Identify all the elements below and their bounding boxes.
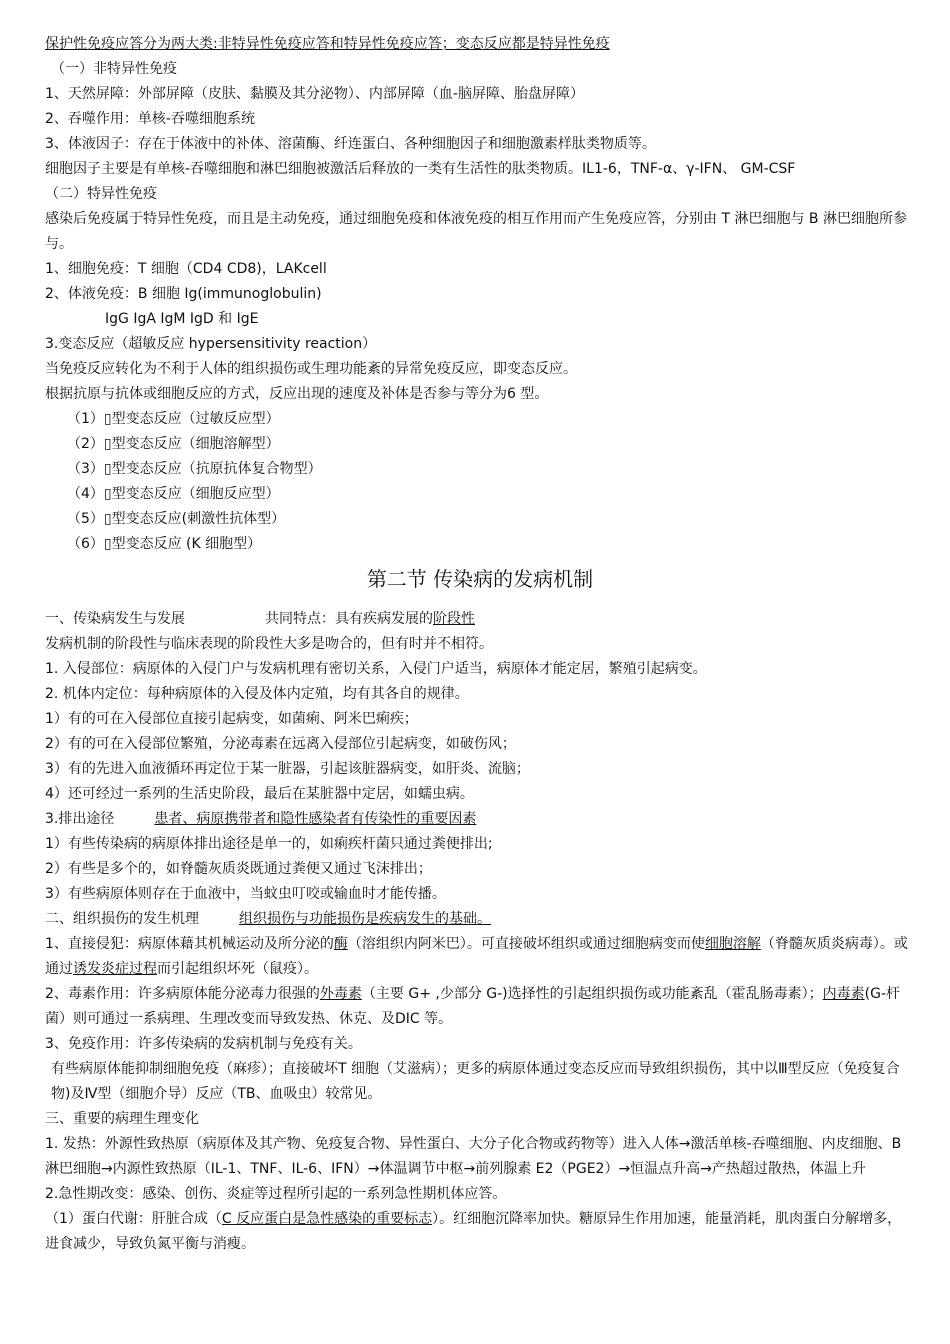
text-run: 1、直接侵犯：病原体藉其机械运动及所分泌的 bbox=[45, 936, 334, 952]
document-page bbox=[45, 32, 915, 1257]
list-item: （5）▯型变态反应(刺激性抗体型） bbox=[67, 511, 286, 527]
heading-nonspecific: （一）非特异性免疫 bbox=[51, 61, 177, 77]
list-item: 2、吞噬作用：单核-吞噬细胞系统 bbox=[45, 111, 255, 127]
heading-specific: （二）特异性免疫 bbox=[45, 186, 157, 202]
text-run: （主要 G+ ,少部分 G-)选择性的引起组织损伤或功能紊乱（霍乱肠毒素）； bbox=[361, 986, 823, 1002]
list-item: 1. 入侵部位：病原体的入侵门户与发病机理有密切关系，入侵门户适当，病原体才能定居，繁殖引起病变。 bbox=[45, 661, 707, 677]
acute-phase-line: 2.急性期改变：感染、创伤、炎症等过程所引起的一系列急性期机体应答。 bbox=[45, 1186, 507, 1202]
direct-invasion-paragraph bbox=[45, 932, 915, 982]
part2-note: 组织损伤与功能损伤是疾病发生的基础。 bbox=[239, 911, 491, 927]
underlined-term: 内毒素 bbox=[822, 986, 865, 1002]
intro-line: 保护性免疫应答分为两大类:非特异性免疫应答和特异性免疫应答；变态反应都是特异性免疫 bbox=[45, 36, 610, 52]
ig-classes: IgG IgA IgM IgD 和 IgE bbox=[105, 311, 259, 327]
heading-hypersensitivity: 3.变态反应（超敏反应 hypersensitivity reaction） bbox=[45, 336, 377, 352]
excretion-note: 患者、病原携带者和隐性感染者有传染性的重要因素 bbox=[154, 811, 477, 827]
hypersensitivity-classification: 根据抗原与抗体或细胞反应的方式，反应出现的速度及补体是否参与等分为6 型。 bbox=[45, 386, 549, 402]
section-title: 第二节 传染病的发病机制 bbox=[366, 567, 594, 591]
text-run: （1）蛋白代谢：肝脏合成（ bbox=[45, 1211, 222, 1227]
list-item: 1、细胞免疫：T 细胞（CD4 CD8)，LAKcell bbox=[45, 261, 327, 277]
underlined-term: C 反应蛋白是急性感染的重要标志 bbox=[221, 1211, 433, 1227]
part2-heading: 二、组织损伤的发生机理 bbox=[45, 911, 199, 927]
heading-part2 bbox=[45, 907, 915, 932]
underlined-term: 酶 bbox=[333, 936, 348, 952]
underlined-term: 细胞溶解 bbox=[704, 936, 761, 952]
list-item: 3、体液因子：存在于体液中的补体、溶菌酶、纤连蛋白、各种细胞因子和细胞激素样肽类物质等。 bbox=[45, 136, 656, 152]
list-item: 1、天然屏障：外部屏障（皮肤、黏膜及其分泌物）、内部屏障（血-脑屏障、胎盘屏障） bbox=[45, 86, 584, 102]
text-run: ）。红细胞沉降率加快。糖原异生作用加速，能量消耗，肌肉蛋白分解增多，进食减少，导致负氮平衡与消瘦。 bbox=[45, 1211, 902, 1252]
list-item: 4）还可经过一系列的生活史阶段，最后在某脏器中定居，如蠕虫病。 bbox=[45, 786, 474, 802]
heading-part1 bbox=[45, 607, 915, 632]
immune-paragraph: 有些病原体能抑制细胞免疫（麻疹）；直接破坏T 细胞（艾滋病）；更多的病原体通过变态反应而导致组织损伤，其中以Ⅲ型反应（免疫复合物)及Ⅳ型（细胞介导）反应（TB、血吸虫）较常见。 bbox=[51, 1061, 900, 1102]
list-item: 1）有些传染病的病原体排出途径是单一的，如痢疾杆菌只通过粪便排出; bbox=[45, 836, 493, 852]
excretion-label: 3.排出途径 bbox=[45, 811, 115, 827]
text-line: 发病机制的阶段性与临床表现的阶段性大多是吻合的，但有时并不相符。 bbox=[45, 636, 493, 652]
list-item: 1）有的可在入侵部位直接引起病变，如菌痢、阿米巴痢疾； bbox=[45, 711, 418, 727]
text-run: (G-杆菌）则可通过一系病理、生理改变而导致发热、休克、及DIC 等。 bbox=[45, 986, 901, 1027]
part1-heading: 一、传染病发生与发展 bbox=[45, 611, 185, 627]
list-item: （6）▯型变态反应 (K 细胞型） bbox=[67, 536, 262, 552]
list-item: 2、体液免疫：B 细胞 Ig(immunoglobulin) bbox=[45, 286, 322, 302]
protein-metabolism-paragraph bbox=[45, 1207, 915, 1257]
list-item: 2）有的可在入侵部位繁殖，分泌毒素在远离入侵部位引起病变，如破伤风； bbox=[45, 736, 516, 752]
specific-paragraph: 感染后免疫属于特异性免疫，而且是主动免疫，通过细胞免疫和体液免疫的相互作用而产生免疫应答，分别由 T 淋巴细胞与 B 淋巴细胞所参与。 bbox=[45, 211, 907, 252]
list-item: 2. 机体内定位：每种病原体的入侵及体内定殖，均有其各自的规律。 bbox=[45, 686, 469, 702]
excretion-heading bbox=[45, 807, 915, 832]
text-run: （脊髓灰质炎病毒）。或通过 bbox=[45, 936, 908, 977]
list-item: 2）有些是多个的，如脊髓灰质炎既通过粪便又通过飞沫排出； bbox=[45, 861, 432, 877]
list-item: 3）有些病原体则存在于血液中，当蚊虫叮咬或输血时才能传播。 bbox=[45, 886, 446, 902]
part1-feature-prefix: 共同特点：具有疾病发展的 bbox=[265, 611, 433, 627]
text-run: （溶组织内阿米巴）。可直接破坏组织或通过细胞病变而使 bbox=[347, 936, 705, 952]
list-item: 3）有的先进入血液循环再定位于某一脏器，引起该脏器病变，如肝炎、流脑； bbox=[45, 761, 530, 777]
list-item: （4）▯型变态反应（细胞反应型） bbox=[67, 486, 280, 502]
fever-paragraph: 1. 发热：外源性致热原（病原体及其产物、免疫复合物、异性蛋白、大分子化合物或药物等）进入人体→激活单核-吞噬细胞、内皮细胞、B 淋巴细胞→内源性致热原（IL-1、TNF、IL-6、IFN）→体温调节中枢→前列腺素 E2（PGE2）→恒温点升高→产热超过散热，体温上升 bbox=[45, 1136, 902, 1177]
text-run: 2、毒素作用：许多病原体能分泌毒力很强的 bbox=[45, 986, 320, 1002]
text-run: 而引起组织坏死（鼠疫）。 bbox=[157, 961, 318, 977]
list-item: （3）▯型变态反应（抗原抗体复合物型） bbox=[67, 461, 322, 477]
cytokine-line: 细胞因子主要是有单核-吞噬细胞和淋巴细胞被激活后释放的一类有生活性的肽类物质。IL1-6，TNF-α、γ-IFN、 GM-CSF bbox=[45, 161, 796, 177]
list-item: （2）▯型变态反应（细胞溶解型） bbox=[67, 436, 280, 452]
underlined-term: 外毒素 bbox=[319, 986, 362, 1002]
heading-part3: 三、重要的病理生理变化 bbox=[45, 1111, 199, 1127]
hypersensitivity-definition: 当免疫反应转化为不利于人体的组织损伤或生理功能紊的异常免疫反应，即变态反应。 bbox=[45, 361, 577, 377]
part1-feature-underlined: 阶段性 bbox=[433, 611, 475, 627]
list-item: 3、免疫作用：许多传染病的发病机制与免疫有关。 bbox=[45, 1036, 362, 1052]
underlined-term: 诱发炎症过程 bbox=[73, 961, 157, 977]
list-item: （1）▯型变态反应（过敏反应型） bbox=[67, 411, 280, 427]
toxin-paragraph bbox=[45, 982, 915, 1032]
